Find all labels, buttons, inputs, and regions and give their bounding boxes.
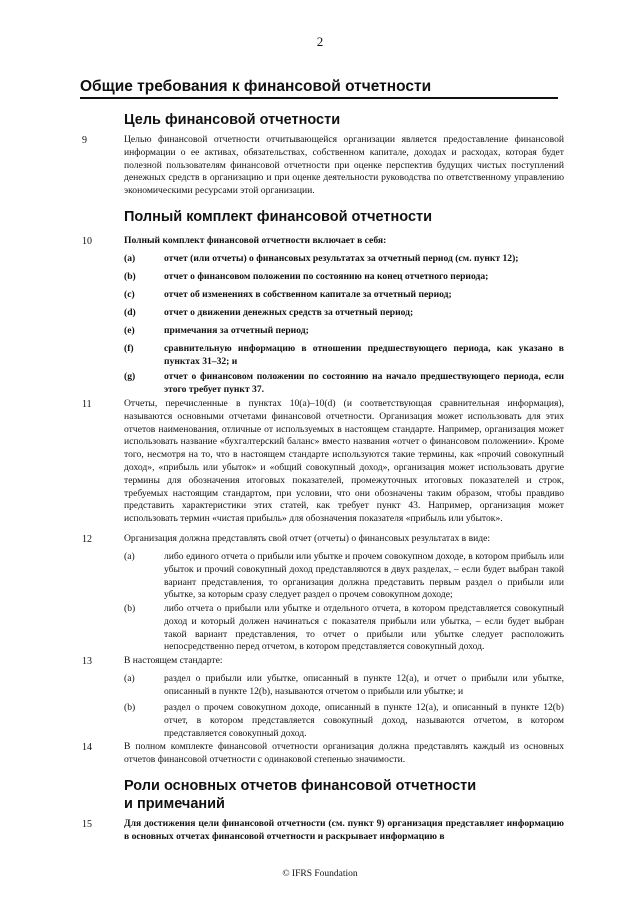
- list-item-label: (e): [124, 325, 135, 336]
- list-item-text: отчет о финансовом положении по состоянию на конец отчетного периода;: [164, 271, 489, 282]
- list-item-text: примечания за отчетный период;: [164, 325, 309, 336]
- page-number: 2: [316, 34, 324, 49]
- paragraph-14: В полном комплекте финансовой отчетности организация должна представлять каждый из основных отчетов финансовой отчетности с одинаковой степенью значимости.: [124, 741, 564, 765]
- section-heading-roles: Роли основных отчетов финансовой отчетности и примечаний: [124, 778, 477, 812]
- list-item-label: (a): [124, 253, 136, 264]
- list-item-text: сравнительную информацию в отношении предшествующего периода, как указано в пунктах 31–32; и: [164, 343, 564, 367]
- footer-copyright: © IFRS Foundation: [282, 869, 358, 879]
- list-item-label: (a): [124, 551, 135, 562]
- list-item-text: либо единого отчета о прибыли или убытке и прочем совокупном доходе, в котором прибыль или убыток и прочий совокупный доход представляются в двух разделах, – если будет выбран такой вариант представления, то организация должна представить первым раздел о прибыли или убытке, за которым сразу следует раздел о прочем совокупном доходе;: [164, 551, 564, 601]
- paragraph-number: 10: [82, 236, 92, 247]
- section-heading-purpose: Цель финансовой отчетности: [124, 112, 341, 128]
- list-item-text: отчет (или отчеты) о финансовых результатах за отчетный период (см. пункт 12);: [164, 253, 519, 264]
- paragraph-number: 15: [82, 819, 92, 830]
- list-item-text: отчет о движении денежных средств за отчетный период;: [164, 307, 414, 318]
- paragraph-number: 11: [82, 399, 92, 410]
- paragraph-13-intro: В настоящем стандарте:: [124, 655, 223, 666]
- paragraph-11: Отчеты, перечисленные в пунктах 10(a)–10(d) (и соответствующая сравнительная информация), называются основными отчетами финансовой отчетности. Организация может использовать для этих отчетов наименования, отличные от используемых в настоящем стандарте. Например, организация может использовать название «бухгалтерский баланс» вместо названия «отчет о финансовом положении». Кроме того, несмотря на то, что в настоящем стандарте используются такие термины, как «прочий совокупный доход», «прибыль или убыток» и «общий совокупный доход», организация может использовать другие термины для обозначения итоговых показателей, промежуточных итоговых показателей и строк, требуемых настоящим стандартом, при условии, что они обозначены таким образом, чтобы правдиво представить характеристики этих статей, как требует пункт 43. Например, организация может использовать термин «чистая прибыль» для обозначения показателя «прибыль или убыток».: [124, 398, 564, 525]
- section-heading-complete-set: Полный комплект финансовой отчетности: [124, 209, 433, 225]
- list-item-label: (c): [124, 289, 135, 300]
- list-item-text: раздел о прибыли или убытке, описанный в пункте 12(a), и отчет о прибыли или убытке, описанный в пункте 12(b), называются отчетом о прибыли или убытке; и: [164, 673, 564, 697]
- list-item-label: (a): [124, 673, 135, 684]
- paragraph-number: 14: [82, 742, 92, 753]
- paragraph-number: 12: [82, 534, 92, 545]
- list-item-label: (b): [124, 603, 136, 614]
- list-item-label: (f): [124, 343, 134, 354]
- paragraph-number: 13: [82, 656, 92, 667]
- paragraph-12-intro: Организация должна представлять свой отчет (отчеты) о финансовых результатах в виде:: [124, 533, 491, 544]
- paragraph-9: Целью финансовой отчетности отчитывающейся организации является предоставление финансовой информации о ее активах, обязательствах, собственном капитале, доходах и расходах, которая будет полезной пользователям финансовой отчетности при оценке перспектив будущих чистых поступлений денежных средств в организацию и при оценке деятельности руководства по ответственному управлению экономическими ресурсами этой организации.: [124, 134, 564, 197]
- list-item-text: отчет о финансовом положении по состоянию на начало предшествующего периода, если этого требует пункт 37.: [164, 371, 564, 395]
- list-item-label: (b): [124, 702, 136, 713]
- paragraph-number: 9: [82, 135, 87, 146]
- list-item-text: раздел о прочем совокупном доходе, описанный в пункте 12(a), и описанный в пункте 12(b) отчет, в котором представляется совокупный доход, называются отчетом, в котором представляется совокупный доход.: [164, 702, 564, 739]
- list-item-label: (d): [124, 307, 136, 318]
- list-item-label: (g): [124, 371, 136, 382]
- main-title: Общие требования к финансовой отчетности: [80, 78, 558, 99]
- list-item-text: либо отчета о прибыли или убытке и отдельного отчета, в котором представляется совокупный доход и который должен начинаться с показателя прибыли или убытка, – если будет выбран такой вариант представления, то отчет о прибыли или убытке следует расположить непосредственно перед отчетом, в котором представляется совокупный доход.: [164, 603, 564, 653]
- list-item-text: отчет об изменениях в собственном капитале за отчетный период;: [164, 289, 452, 300]
- paragraph-15: Для достижения цели финансовой отчетности (см. пункт 9) организация представляет информацию в основных отчетах финансовой отчетности и раскрывает информацию в: [124, 818, 564, 842]
- list-item-label: (b): [124, 271, 136, 282]
- paragraph-10-intro: Полный комплект финансовой отчетности включает в себя:: [124, 235, 387, 246]
